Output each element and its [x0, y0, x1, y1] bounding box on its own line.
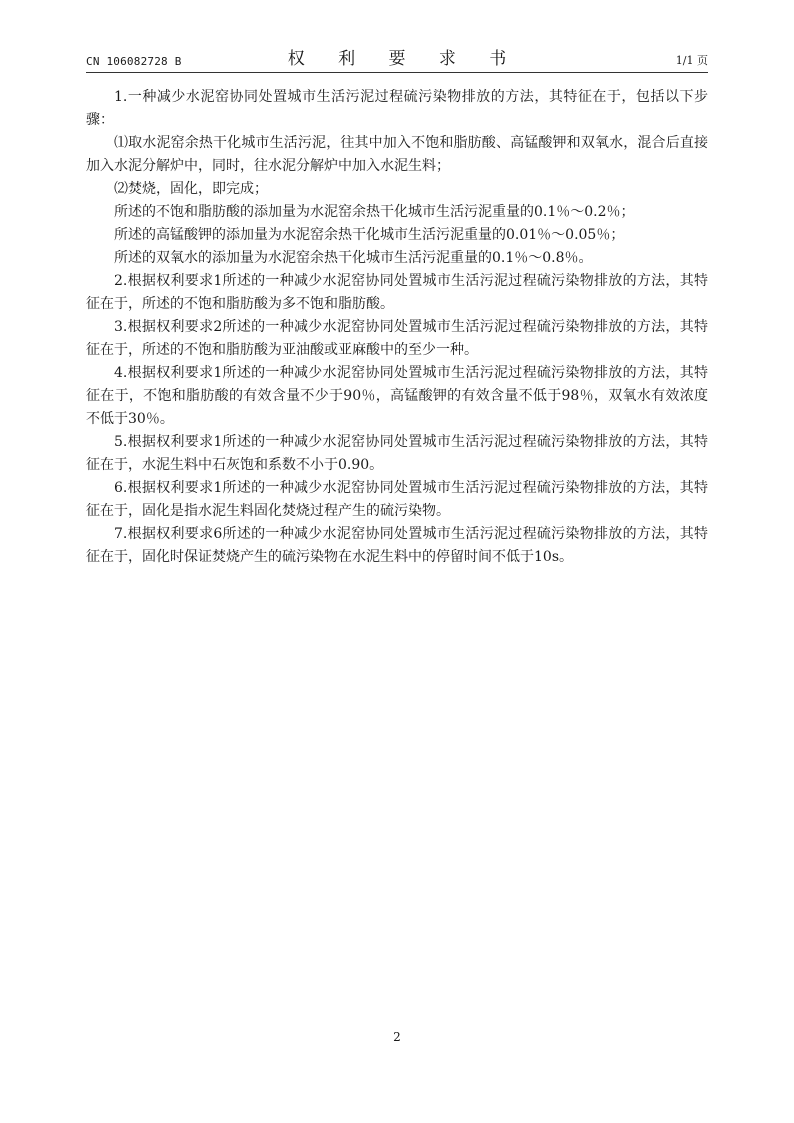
- claim-1-peroxide-amount: 所述的双氧水的添加量为水泥窑余热干化城市生活污泥重量的0.1％～0.8％。: [114, 250, 593, 266]
- page-number: 2: [393, 1030, 401, 1044]
- page-header: [86, 44, 708, 73]
- claim-3: 3.根据权利要求2所述的一种减少水泥窑协同处置城市生活污泥过程硫污染物排放的方法，其特征在于，所述的不饱和脂肪酸为亚油酸或亚麻酸中的至少一种。: [86, 319, 708, 358]
- claim-1-step-1: ⑴取水泥窑余热干化城市生活污泥，往其中加入不饱和脂肪酸、高锰酸钾和双氧水，混合后直接加入水泥分解炉中，同时，往水泥分解炉中加入水泥生料；: [86, 135, 708, 174]
- claim-5: 5.根据权利要求1所述的一种减少水泥窑协同处置城市生活污泥过程硫污染物排放的方法，其特征在于，水泥生料中石灰饱和系数不小于0.90。: [86, 434, 708, 473]
- claim-1-step-2: ⑵焚烧，固化，即完成；: [114, 181, 268, 197]
- claim-1-permanganate-amount: 所述的高锰酸钾的添加量为水泥窑余热干化城市生活污泥重量的0.01％～0.05％；: [114, 227, 625, 243]
- claim-7: 7.根据权利要求6所述的一种减少水泥窑协同处置城市生活污泥过程硫污染物排放的方法，其特征在于，固化时保证焚烧产生的硫污染物在水泥生料中的停留时间不低于10s。: [86, 526, 708, 565]
- claim-1-fatty-acid-amount: 所述的不饱和脂肪酸的添加量为水泥窑余热干化城市生活污泥重量的0.1％～0.2％；: [114, 204, 635, 220]
- page-count: 1/1 页: [675, 54, 708, 67]
- document-title: 权 利 要 求 书: [287, 49, 521, 69]
- claim-2: 2.根据权利要求1所述的一种减少水泥窑协同处置城市生活污泥过程硫污染物排放的方法，其特征在于，所述的不饱和脂肪酸为多不饱和脂肪酸。: [86, 273, 708, 312]
- claims-body: [86, 86, 708, 569]
- claim-4: 4.根据权利要求1所述的一种减少水泥窑协同处置城市生活污泥过程硫污染物排放的方法，其特征在于，不饱和脂肪酸的有效含量不少于90％，高锰酸钾的有效含量不低于98％，双氧水有效浓度不低于30％。: [86, 365, 708, 427]
- claim-6: 6.根据权利要求1所述的一种减少水泥窑协同处置城市生活污泥过程硫污染物排放的方法，其特征在于，固化是指水泥生料固化焚烧过程产生的硫污染物。: [86, 480, 708, 519]
- claim-1-intro: 1.一种减少水泥窑协同处置城市生活污泥过程硫污染物排放的方法，其特征在于，包括以下步骤：: [86, 89, 708, 128]
- patent-number: CN 106082728 B: [86, 55, 182, 68]
